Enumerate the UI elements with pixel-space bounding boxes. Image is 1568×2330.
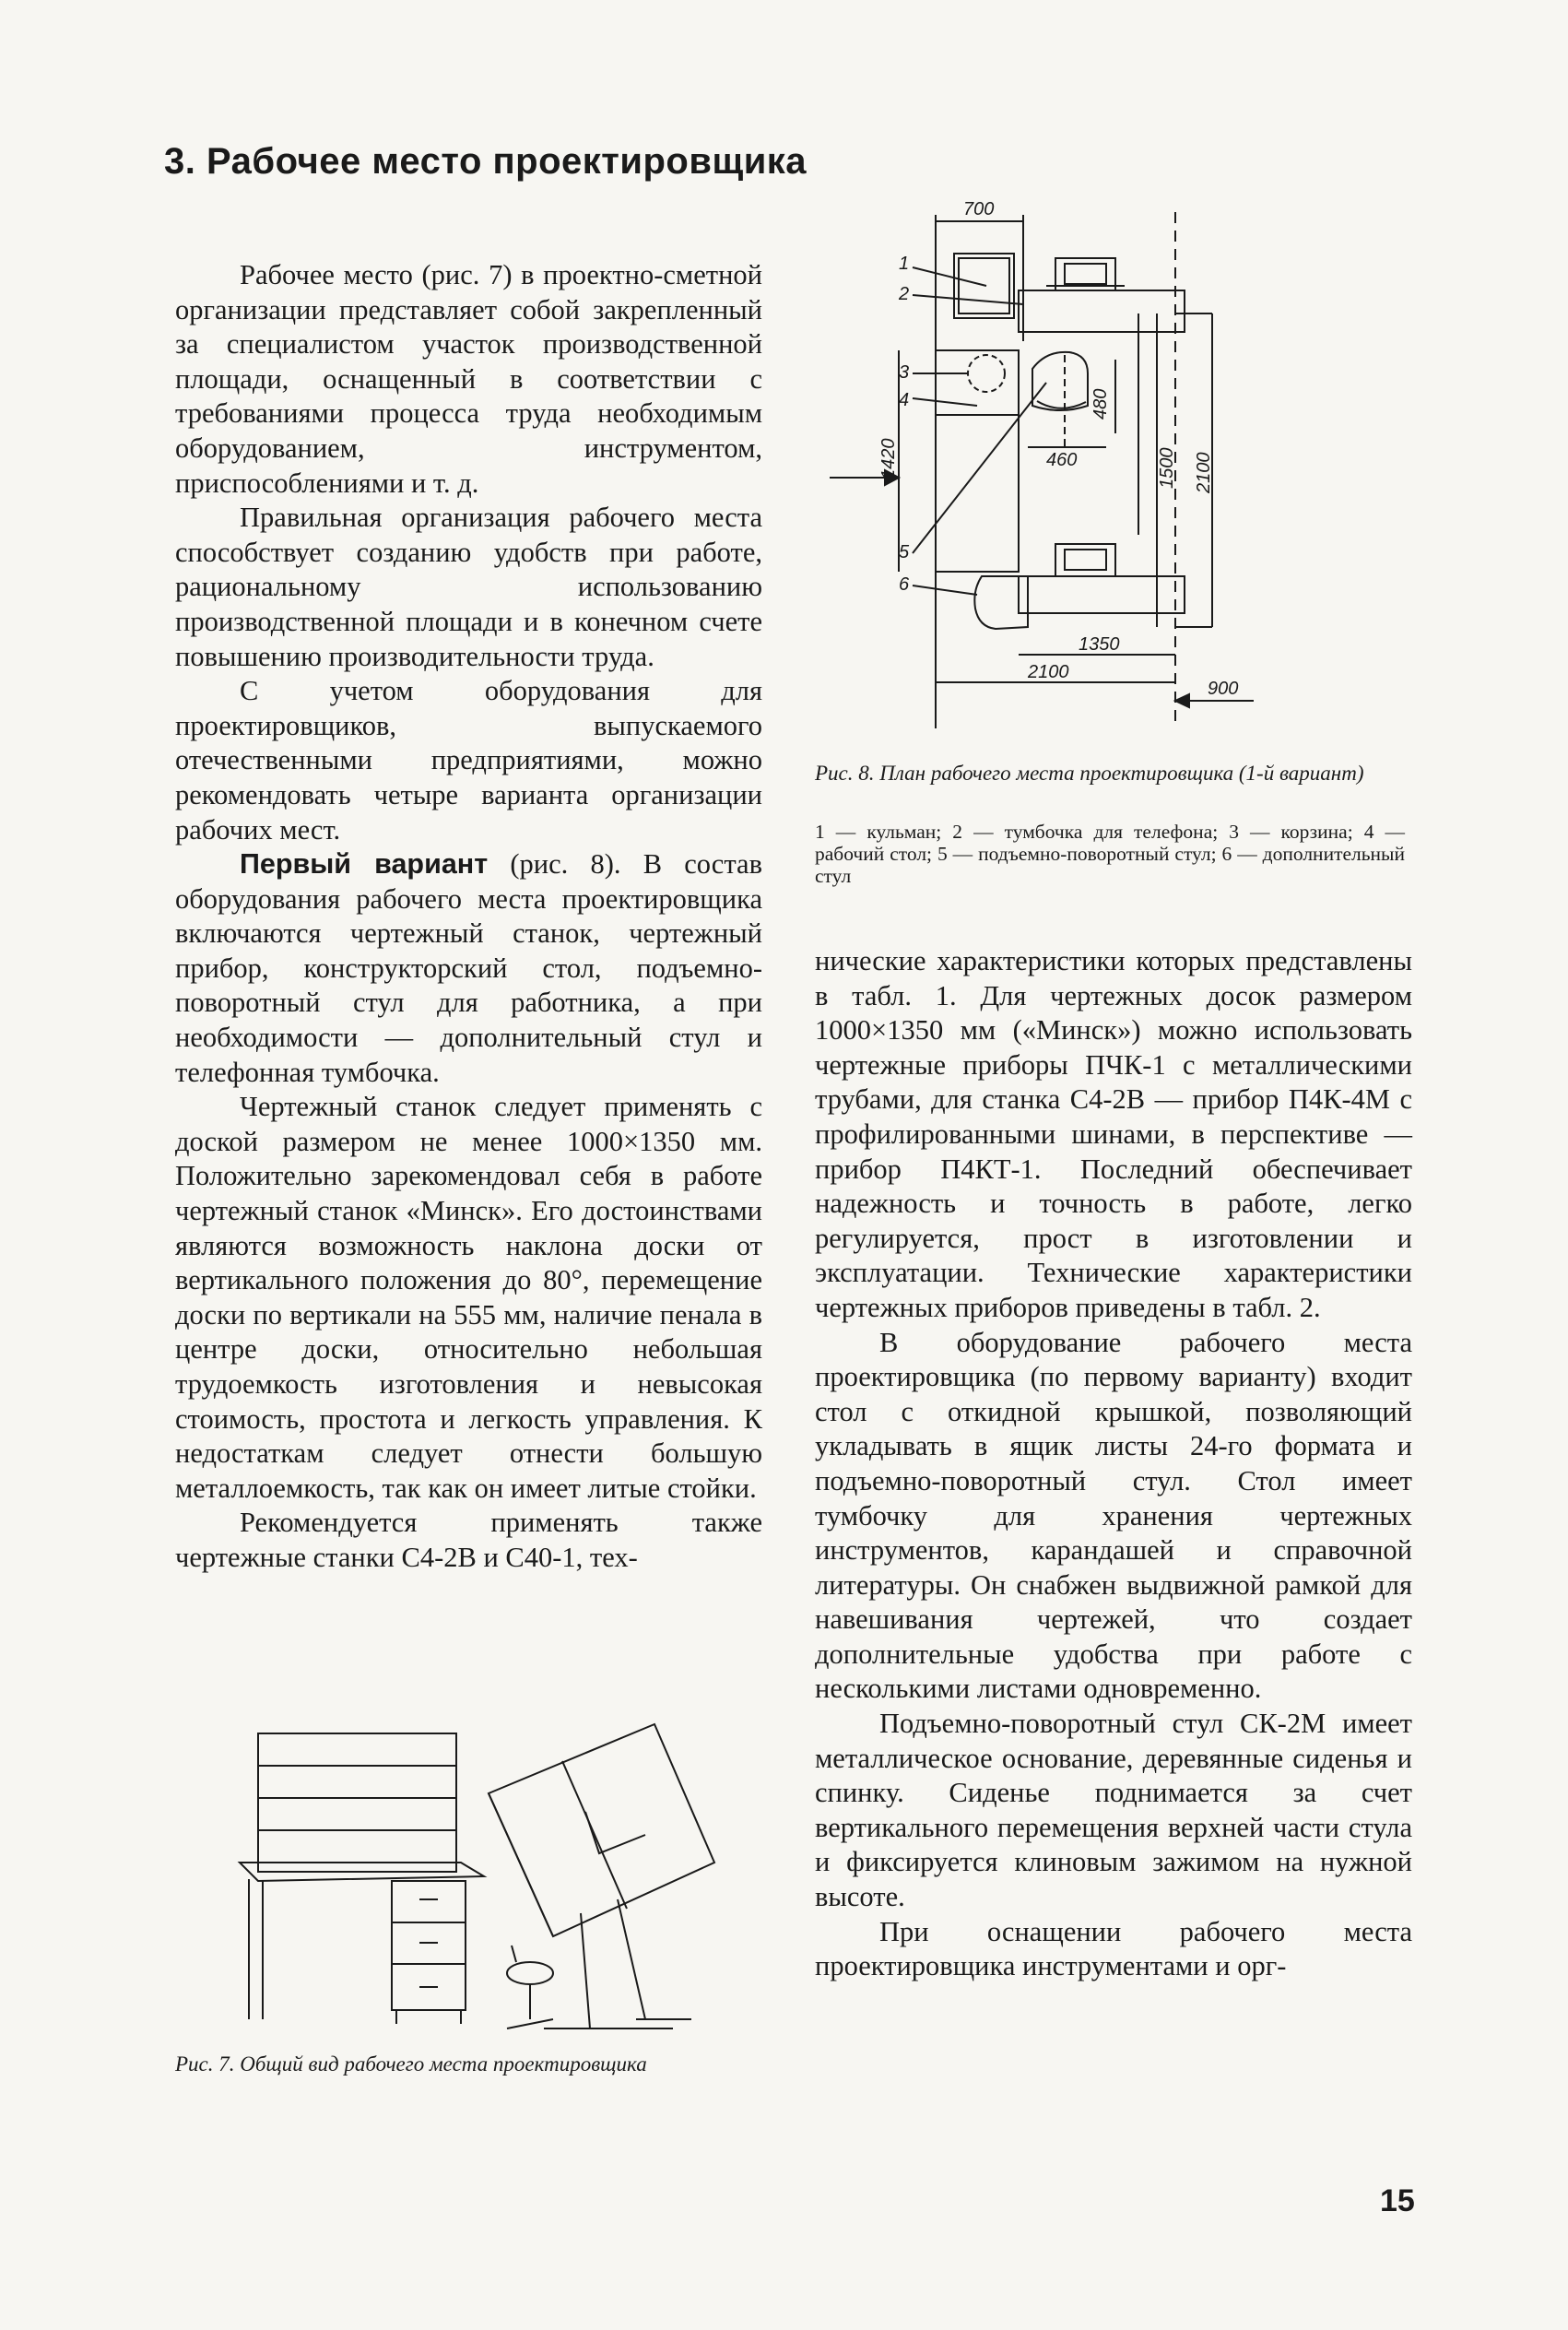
dim-1350: 1350 xyxy=(1079,634,1120,655)
top-desk xyxy=(1019,290,1185,332)
basket xyxy=(968,355,1005,392)
label-6: 6 xyxy=(899,574,910,595)
fig7-caption: Рис. 7. Общий вид рабочего места проектировщика xyxy=(175,2052,647,2076)
drafting-chair xyxy=(507,1962,553,1984)
first-variant-heading: Первый вариант xyxy=(240,848,489,881)
fig7-workplace-drawing xyxy=(212,1715,747,2056)
swivel-chair xyxy=(1032,352,1088,410)
section-heading: 3. Рабочее место проектировщика xyxy=(164,141,808,182)
label-4: 4 xyxy=(899,390,910,410)
desk-back-panel xyxy=(258,1733,456,1872)
page-number: 15 xyxy=(1380,2183,1415,2218)
paragraph: Чертежный станок следует применять с доской размером не менее 1000×1350 мм. Положительно зарекомендовал себя в работе чертежный станок «Минск». Его достоинствами являются возможность наклона доски от вертикального положения до 80°, перемещение доски по вертикали на 555 мм, наличие пенала в центре доски, относительно небольшая трудоемкость изготовления и невысокая стоимость, простота и легкость управления. К недостаткам следует отнести большую металлоемкость, так как он имеет литые стойки. xyxy=(175,1091,762,1504)
label-2: 2 xyxy=(899,284,910,304)
dim-900: 900 xyxy=(1208,679,1239,699)
work-table xyxy=(936,350,1019,572)
left-column xyxy=(175,258,762,1576)
paragraph: Подъемно-поворотный стул СК-2М имеет металлическое основание, деревянные сиденья и спинку. Сиденье поднимается за счет вертикального перемещения верхней части стула и фиксируется клиновым зажимом на нужной высоте. xyxy=(815,1708,1412,1913)
bottom-desk xyxy=(1019,576,1185,613)
paragraph: Рекомендуется применять также чертежные станки С4-2В и С40-1, тех- xyxy=(175,1507,762,1573)
dim-700: 700 xyxy=(963,199,995,219)
label-3: 3 xyxy=(899,362,910,383)
fig8-plan-drawing xyxy=(811,184,1401,738)
fig8-legend: 1 — кульман; 2 — тумбочка для телефона; 3 — корзина; 4 — рабочий стол; 5 — подъемно-поворотный стул; 6 — дополнительный стул xyxy=(815,821,1405,887)
fig8-caption: Рис. 8. План рабочего места проектировщика (1-й вариант) xyxy=(815,762,1364,785)
dim-460: 460 xyxy=(1046,450,1078,470)
dim-2100-v: 2100 xyxy=(1194,452,1214,493)
dim-1500: 1500 xyxy=(1157,447,1177,489)
paragraph: С учетом оборудования для проектировщиков, выпускаемого отечественными предприятиями, можно рекомендовать четыре варианта организации рабочих мест. xyxy=(175,675,762,846)
paragraph: При оснащении рабочего места проектировщика инструментами и орг- xyxy=(815,1915,1412,1982)
right-column xyxy=(815,944,1412,1984)
dim-1420: 1420 xyxy=(878,438,899,479)
label-1: 1 xyxy=(899,254,910,274)
dim-2100-h: 2100 xyxy=(1028,662,1069,682)
extra-chair xyxy=(974,576,1028,629)
paragraph: Рабочее место (рис. 7) в проектно-сметной организации представляет собой закрепленный за специалистом участок производственной площади, оснащенный в соответствии с требованиями процесса труда необходимым оборудованием, инструментом, приспособлениями и т. д. xyxy=(175,259,762,499)
dim-480: 480 xyxy=(1091,388,1111,420)
paragraph: нические характеристики которых представлены в табл. 1. Для чертежных досок размером 1000×1350 мм («Минск») можно использовать чертежные приборы ПЧК-1 с металлическими трубами, для станка С4-2В — прибор П4К-4М с профилированными шинами, в перспективе — прибор П4КТ-1. Последний обеспечивает надежность и точность в работе, легко регулируется, прост в изготовлении и эксплуатации. Технические характеристики чертежных приборов приведены в табл. 2. xyxy=(815,945,1412,1323)
first-variant-paragraph: Первый вариант (рис. 8). В состав оборудования рабочего места проектировщика включаются чертежный станок, чертежный прибор, конструкторский стол, подъемно-поворотный стул для работника, а при необходимости — дополнительный стул и телефонная тумбочка. xyxy=(175,848,762,1088)
paragraph: В оборудование рабочего места проектировщика (по первому варианту) входит стол с откидной крышкой, позволяющий укладывать в ящик листы 24-го формата и подъемно-поворотный стул. Стол имеет тумбочку для хранения чертежных инструментов, карандашей и справочной литературы. Он снабжен выдвижной рамкой для навешивания чертежей, что создает дополнительные удобства при работе с несколькими листами одновременно. xyxy=(815,1326,1412,1705)
drafting-board xyxy=(489,1724,714,1936)
label-5: 5 xyxy=(899,542,910,562)
paragraph: Правильная организация рабочего места способствует созданию удобств при работе, рациональному использованию производственной площади и в конечном счете повышению производительности труда. xyxy=(175,502,762,672)
